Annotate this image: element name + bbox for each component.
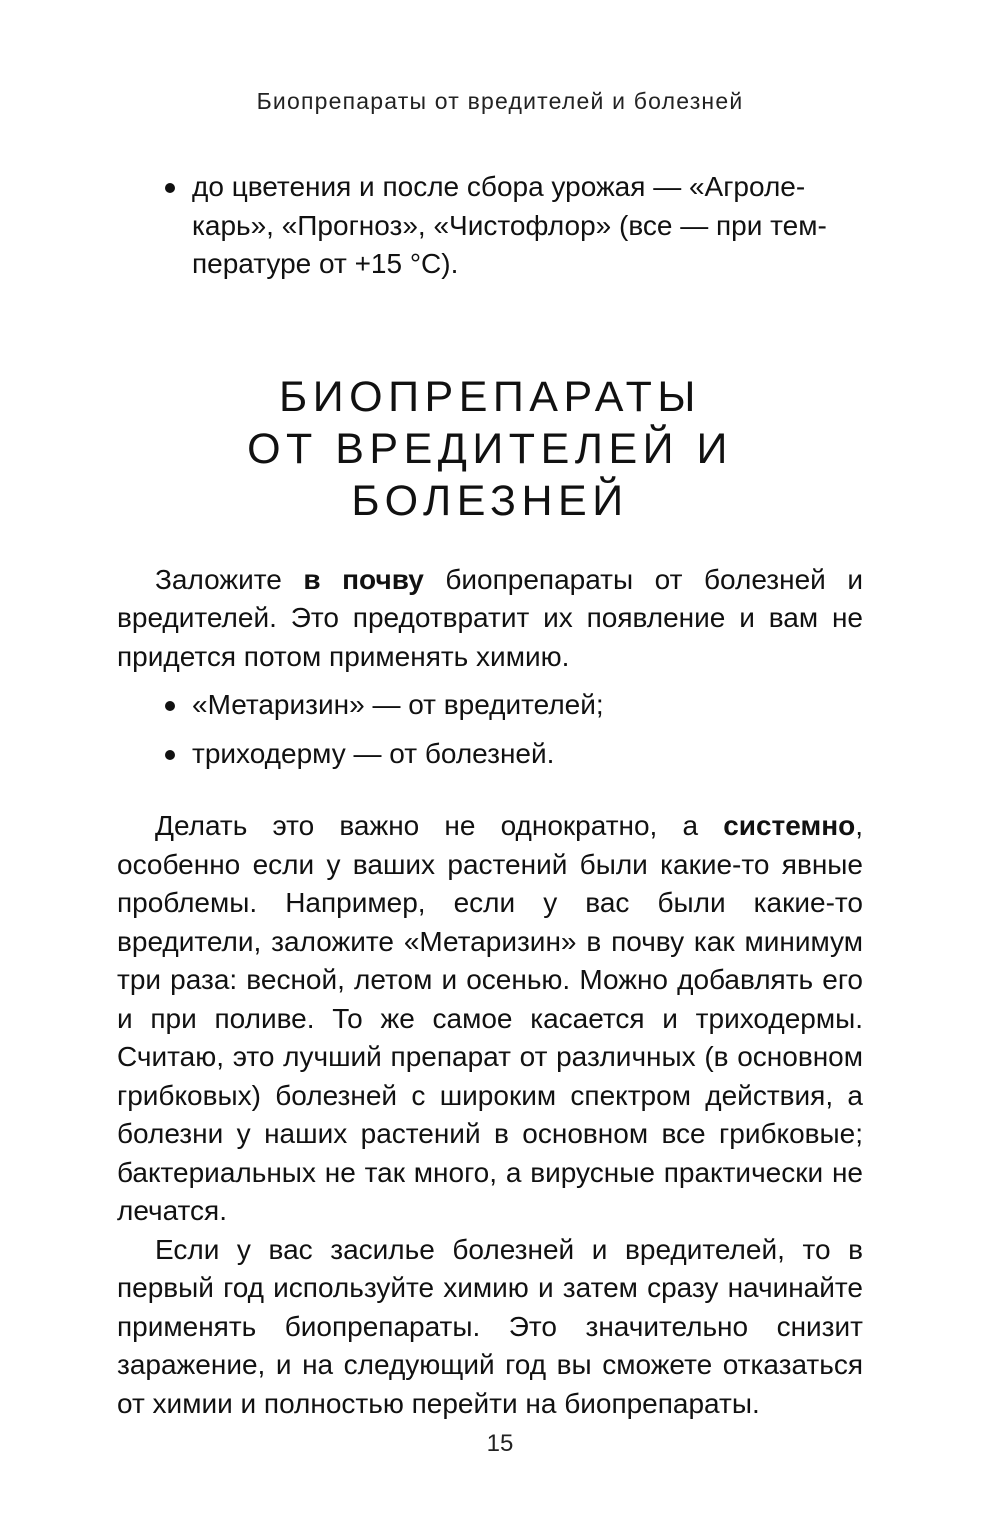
intro-bullet-line-3: пературе от +15 °С). [192,248,459,279]
spacer [117,783,863,807]
page-content [117,168,863,1423]
biopreparation-list [117,686,863,773]
paragraph-systematic-emphasis: системно [723,810,856,841]
paragraph-systematic [117,807,863,1231]
running-head: Биопрепараты от вредителей и болезней [256,88,744,114]
list-item-text: «Метаризин» — от вредителей; [192,689,604,720]
paragraph-soil [117,561,863,677]
intro-bullet-item [117,168,863,284]
intro-bullet-line-2: карь», «Прогноз», «Чистофлор» (все — при тем- [192,209,827,241]
list-item-text: триходерму — от болезней. [192,737,555,769]
list-item [117,735,863,774]
paragraph-soil-rest: биопрепараты от болезней и вредителей. Это предотвратит их появление и вам не придется потом применять химию. [117,563,863,672]
bullet-icon [165,750,175,760]
section-heading-line-2: ОТ ВРЕДИТЕЛЕЙ И БОЛЕЗНЕЙ [247,424,733,525]
bullet-icon [165,183,175,193]
section-heading [117,371,863,527]
paragraph-soil-emphasis: в почву [303,563,424,595]
paragraph-systematic-start: Делать это важно не однократно, а [155,810,724,841]
page-number: 15 [486,1430,514,1457]
paragraph-infestation: Если у вас засилье болезней и вредителей, то в первый год используйте химию и затем сразу начинайте применять биопрепараты. Это значительно снизит заражение, и на следующий год вы сможете отказаться от химии и полностью перейти на биопрепараты. [117,1233,863,1419]
intro-bullet-line-1: до цветения и после сбора урожая — «Агроле- [192,171,806,202]
bullet-icon [165,701,175,711]
paragraph-systematic-rest: , особенно если у ваших растений были какие-то явные проблемы. Например, если у вас были какие-то вредители, заложите «Метаризин» в почву как минимум три раза: весной, летом и осенью. Можно добавлять его и при поливе. То же самое касается и триходермы. Считаю, это лучший препарат от различных (в основном грибковых) болезней с широким спектром действия, а болезни у наших растений в основном все грибковые; бактериальных не так много, а вирусные практически не лечатся. [117,810,863,1226]
list-item [117,686,863,725]
paragraph-soil-start: Заложите [155,563,304,595]
section-heading-line-1: БИОПРЕПАРАТЫ [279,372,701,421]
